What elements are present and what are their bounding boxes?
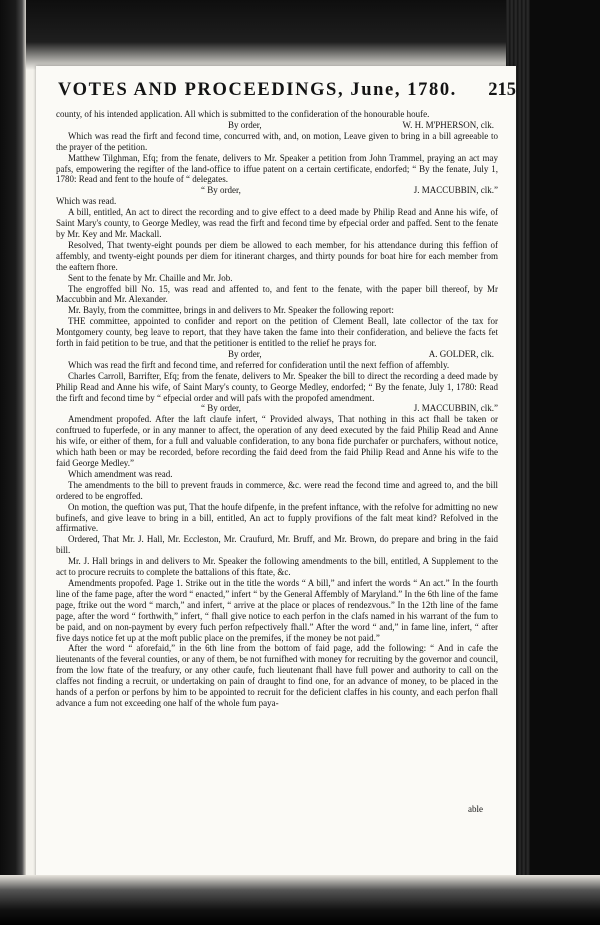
by-order-label: “ By order,	[201, 185, 241, 196]
signature-line	[56, 120, 498, 131]
clerk-signature: W. H. M'PHERSON, clk.	[402, 119, 494, 130]
by-order-label: “ By order,	[201, 403, 241, 414]
body-text	[56, 109, 498, 709]
paragraph: Mr. Bayly, from the committee, brings in and delivers to Mr. Speaker the following report:	[68, 305, 394, 316]
signature-line	[56, 185, 498, 196]
paragraph: Matthew Tilghman, Efq; from the fenate, delivers to Mr. Speaker a petition from John Trammel, praying an act may pafs, empowering the regifter of the land-office to iffue patent on a certain certificate, endorfed; “ By the fenate, July 1, 1780: Read and fent to the houfe of “ delegates.	[56, 152, 498, 185]
running-title: VOTES AND PROCEEDINGS, June, 1780.	[58, 80, 457, 100]
by-order-label: By order,	[228, 348, 262, 359]
paragraph: county, of his intended application. All which is submitted to the confideration of the honourable houfe.	[56, 109, 430, 119]
paragraph: After the word “ aforefaid,” in the 6th line from the bottom of faid page, add the following: “ And in cafe the lieutenants of the feveral counties, or any of them, be not furnifhed with money for recruiting by the governor and council, from the low ftate of the treafury, or any other caufe, fuch lieutenant fhall have full power and authority to call on the claffes not finding a recruit, or undertaking on pain of draught to find one, for an advance of money, to be placed in the hands of a perfon or perfons by him to be appointed to recruit for the deficient claffes in his county, and each perfon fhall advance a fum not exceeding one half of the whole fum paya-	[56, 643, 498, 708]
by-order-label: By order,	[228, 119, 262, 130]
clerk-signature: A. GOLDER, clk.	[428, 348, 494, 359]
paragraph: Resolved, That twenty-eight pounds per diem be allowed to each member, for his attendance during this feffion of affembly, and twenty-eight pounds per diem for itinerant charges, and thirty pounds for boat hire for each member from the eaftern fhore.	[56, 239, 498, 272]
paragraph: Amendments propofed. Page 1. Strike out in the title the words “ A bill,” and infert the words “ An act.” In the fourth line of the fame page, after the word “ enacted,” infert “ by the General Affembly of Maryland.” In the 6th line of the fame page, ftrike out the word “ march,” and infert, “ arrive at the place or places of rendezvous.” In the 12th line of the fame page, after the word “ forthwith,” infert, “ fhall give notice to each perfon in the clafs named in his warrant of the fum to be paid, and on non-payment by every fuch perfon refpectively fhall.” After the word “ and,” in fame line, infert, “ after five days notice fet up at the moft public place on the premifes, if the money be not paid.”	[56, 577, 498, 643]
paragraph: Mr. J. Hall brings in and delivers to Mr. Speaker the following amendments to the bill, entitled, A Supplement to the act to procure recruits to complete the battalions of this ftate, &c.	[56, 556, 498, 578]
clerk-signature: J. MACCUBBIN, clk.”	[413, 185, 498, 196]
paragraph: Ordered, That Mr. J. Hall, Mr. Eccleston, Mr. Craufurd, Mr. Bruff, and Mr. Brown, do prepare and bring in the faid bill.	[56, 534, 498, 556]
paragraph: Which was read.	[56, 196, 117, 207]
paragraph: The amendments to the bill to prevent frauds in commerce, &c. were read the fecond time and agreed to, and the bill ordered to be engroffed.	[56, 479, 498, 501]
paragraph: Sent to the fenate by Mr. Chaille and Mr. Job.	[68, 272, 233, 283]
paragraph: Amendment propofed. After the laft claufe infert, “ Provided always, That nothing in this act fhall be taken or conftrued to fuperfede, or in any manner to affect, the operation of any deed executed by the faid Philip Read and Anne his wife, or either of them, for a full and valuable confideration, to any bona fide purchafer or purchafers, without notice, which hath been or may be recorded, before recording the faid deed from the faid Philip Read and Anne his wife to the faid George Medley.”	[56, 414, 498, 468]
catchword: able	[468, 804, 483, 814]
paragraph: Charles Carroll, Barrifter, Efq; from the fenate, delivers to Mr. Speaker the bill to direct the recording a deed made by Philip Read and Anne his wife, of Saint Mary's county, to George Medley, endorfed; “ By the fenate, July 1, 1780: Read the firft and fecond time by “ efpecial order and will pafs with the propofed amendment.	[56, 370, 498, 403]
paragraph: A bill, entitled, An act to direct the recording and to give effect to a deed made by Philip Read and Anne his wife, of Saint Mary's county, to George Medley, was read the firft and fecond time by efpecial order and paffed. Sent to the fenate by Mr. Key and Mr. Mackall.	[56, 207, 498, 239]
paragraph: The engroffed bill No. 15, was read and affented to, and fent to the fenate, with the paper bill thereof, by Mr Maccubbin and Mr. Alexander.	[56, 283, 498, 305]
signature-line	[56, 349, 498, 360]
paragraph: Which was read the firft and fecond time, concurred with, and, on motion, Leave given to bring in a bill agreeable to the prayer of the petition.	[56, 130, 498, 152]
signature-line	[56, 403, 498, 414]
page-header	[54, 80, 516, 106]
scan-bottom-edge	[0, 875, 600, 925]
paragraph: Which was read the firft and fecond time, and referred for confideration until the next feffion of affembly.	[68, 359, 450, 370]
clerk-signature: J. MACCUBBIN, clk.”	[413, 403, 498, 414]
book-spine-edge	[0, 0, 26, 925]
page-number: 215	[488, 80, 516, 100]
paragraph: Which amendment was read.	[68, 468, 173, 479]
paragraph: On motion, the queftion was put, That the houfe difpenfe, in the prefent inftance, with the refolve for admitting no new bufinefs, and give leave to bring in a bill, entitled, An act to fupply provifions of the falt meat kind? Refolved in the affirmative.	[56, 501, 498, 534]
paragraph: THE committee, appointed to confider and report on the petition of Clement Beall, late collector of the tax for Montgomery county, beg leave to report, that they have taken the fame into their confideration, and believe the facts fet forth in faid petition to be true, and that the petitioner is entitled to the relief he prays for.	[56, 316, 498, 349]
